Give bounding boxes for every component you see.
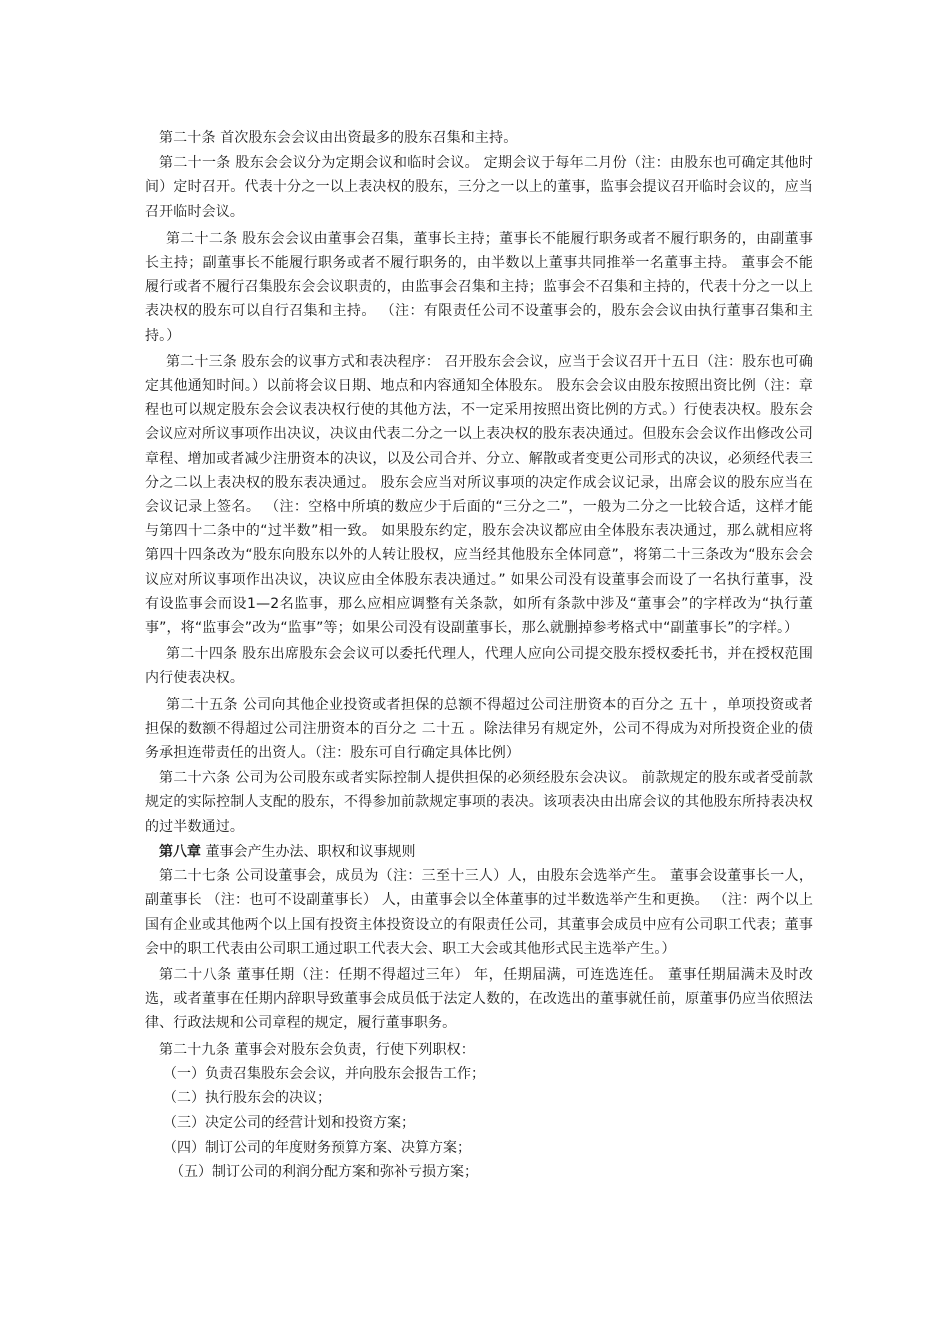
document-page — [145, 126, 813, 1185]
article-24: 第二十四条 股东出席股东会会议可以委托代理人，代理人应向公司提交股东授权委托书，并在授权范围内行使表决权。 — [145, 646, 813, 687]
article-26: 第二十六条 公司为公司股东或者实际控制人提供担保的必须经股东会决议。 前款规定的股东或者受前款规定的实际控制人支配的股东，不得参加前款规定事项的表决。该项表决由出席会议的其他股东所持表决权的过半数通过。 — [145, 770, 813, 835]
article-25: 第二十五条 公司向其他企业投资或者担保的总额不得超过公司注册资本的百分之 五十 ，单项投资或者担保的数额不得超过公司注册资本的百分之 二十五 。除法律另有规定外，公司不得成为对所投资企业的债务承担连带责任的出资人。（注：股东可自行确定具体比例） — [145, 696, 813, 762]
article-20: 第二十条 首次股东会会议由出资最多的股东召集和主持。 — [159, 130, 518, 146]
chapter-8-title: 董事会产生办法、职权和议事规则 — [201, 843, 416, 860]
list-item: （三）决定公司的经营计划和投资方案； — [163, 1114, 415, 1131]
article-29: 第二十九条 董事会对股东会负责，行使下列职权： — [159, 1041, 475, 1058]
list-item: （一）负责召集股东会会议，并向股东会报告工作； — [163, 1065, 485, 1082]
list-item: （五）制订公司的利润分配方案和弥补亏损方案； — [170, 1164, 478, 1181]
article-21: 第二十一条 股东会会议分为定期会议和临时会议。 定期会议于每年二月份（注：由股东也可确定其他时间）定时召开。代表十分之一以上表决权的股东，三分之一以上的董事，监事会提议召开临时会议的，应当召开临时会议。 — [145, 155, 813, 220]
list-item: （二）执行股东会的决议； — [163, 1090, 331, 1107]
list-item: （四）制订公司的年度财务预算方案、决算方案； — [163, 1139, 471, 1156]
chapter-8-label: 第八章 — [159, 843, 201, 860]
chapter-8-heading — [145, 840, 813, 864]
article-23: 第二十三条 股东会的议事方式和表决程序： 召开股东会会议，应当于会议召开十五日（注：股东也可确定其他通知时间。）以前将会议日期、地点和内容通知全体股东。 股东会会议由股东按照出资比例（注：章程也可以规定股东会会议表决权行使的其他方法，不一定采用按照出资比例的方式。）行使表决权。股东会会议应对所议事项作出决议，决议由代表二分之一以上表决权的股东表决通过。但股东会会议作出修改公司章程、增加或者减少注册资本的决议，以及公司合并、分立、解散或者变更公司形式的决议，必须经代表三分之二以上表决权的股东表决通过。 股东会应当对所议事项的决定作成会议记录，出席会议的股东应当在会议记录上签名。 （注：空格中所填的数应少于后面的“三分之二”，一般为二分之一比较合适，这样才能与第四十二条中的“过半数”相一致。 如果股东约定，股东会决议都应由全体股东表决通过，那么就相应将第四十四条改为“股东向股东以外的人转让股权，应当经其他股东全体同意”，将第二十三条改为“股东会会议应对所议事项作出决议，决议应由全体股东表决通过。” 如果公司没有设董事会而设了一名执行董事，没有设监事会而设1—2名监事，那么应相应调整有关条款，如所有条款中涉及“董事会”的字样改为“执行董事”，将“监事会”改为“监事”等；如果公司没有设副董事长，那么就删掉参考格式中“副董事长”的字样。） — [145, 353, 813, 637]
article-22: 第二十二条 股东会会议由董事会召集，董事长主持；董事长不能履行职务或者不履行职务的，由副董事长主持；副董事长不能履行职务或者不履行职务的，由半数以上董事共同推举一名董事主持。 董事会不能履行或者不履行召集股东会会议职责的，由监事会召集和主持；监事会不召集和主持的，代表十分之一以上表决权的股东可以自行召集和主持。 （注：有限责任公司不设董事会的，股东会会议由执行董事召集和主持。） — [145, 230, 813, 344]
article-27: 第二十七条 公司设董事会，成员为（注：三至十三人）人，由股东会选举产生。 董事会设董事长一人，副董事长 （注：也可不设副董事长） 人，由董事会以全体董事的过半数选举产生和更换。 （注：两个以上国有企业或其他两个以上国有投资主体投资设立的有限责任公司，其董事会成员中应有公司职工代表；董事会中的职工代表由公司职工通过职工代表大会、职工大会或其他形式民主选举产生。） — [145, 868, 813, 957]
article-28: 第二十八条 董事任期（注：任期不得超过三年） 年，任期届满，可连选连任。 董事任期届满未及时改选，或者董事在任期内辞职导致董事会成员低于法定人数的，在改选出的董事就任前，原董事仍应当依照法律、行政法规和公司章程的规定，履行董事职务。 — [145, 966, 813, 1032]
